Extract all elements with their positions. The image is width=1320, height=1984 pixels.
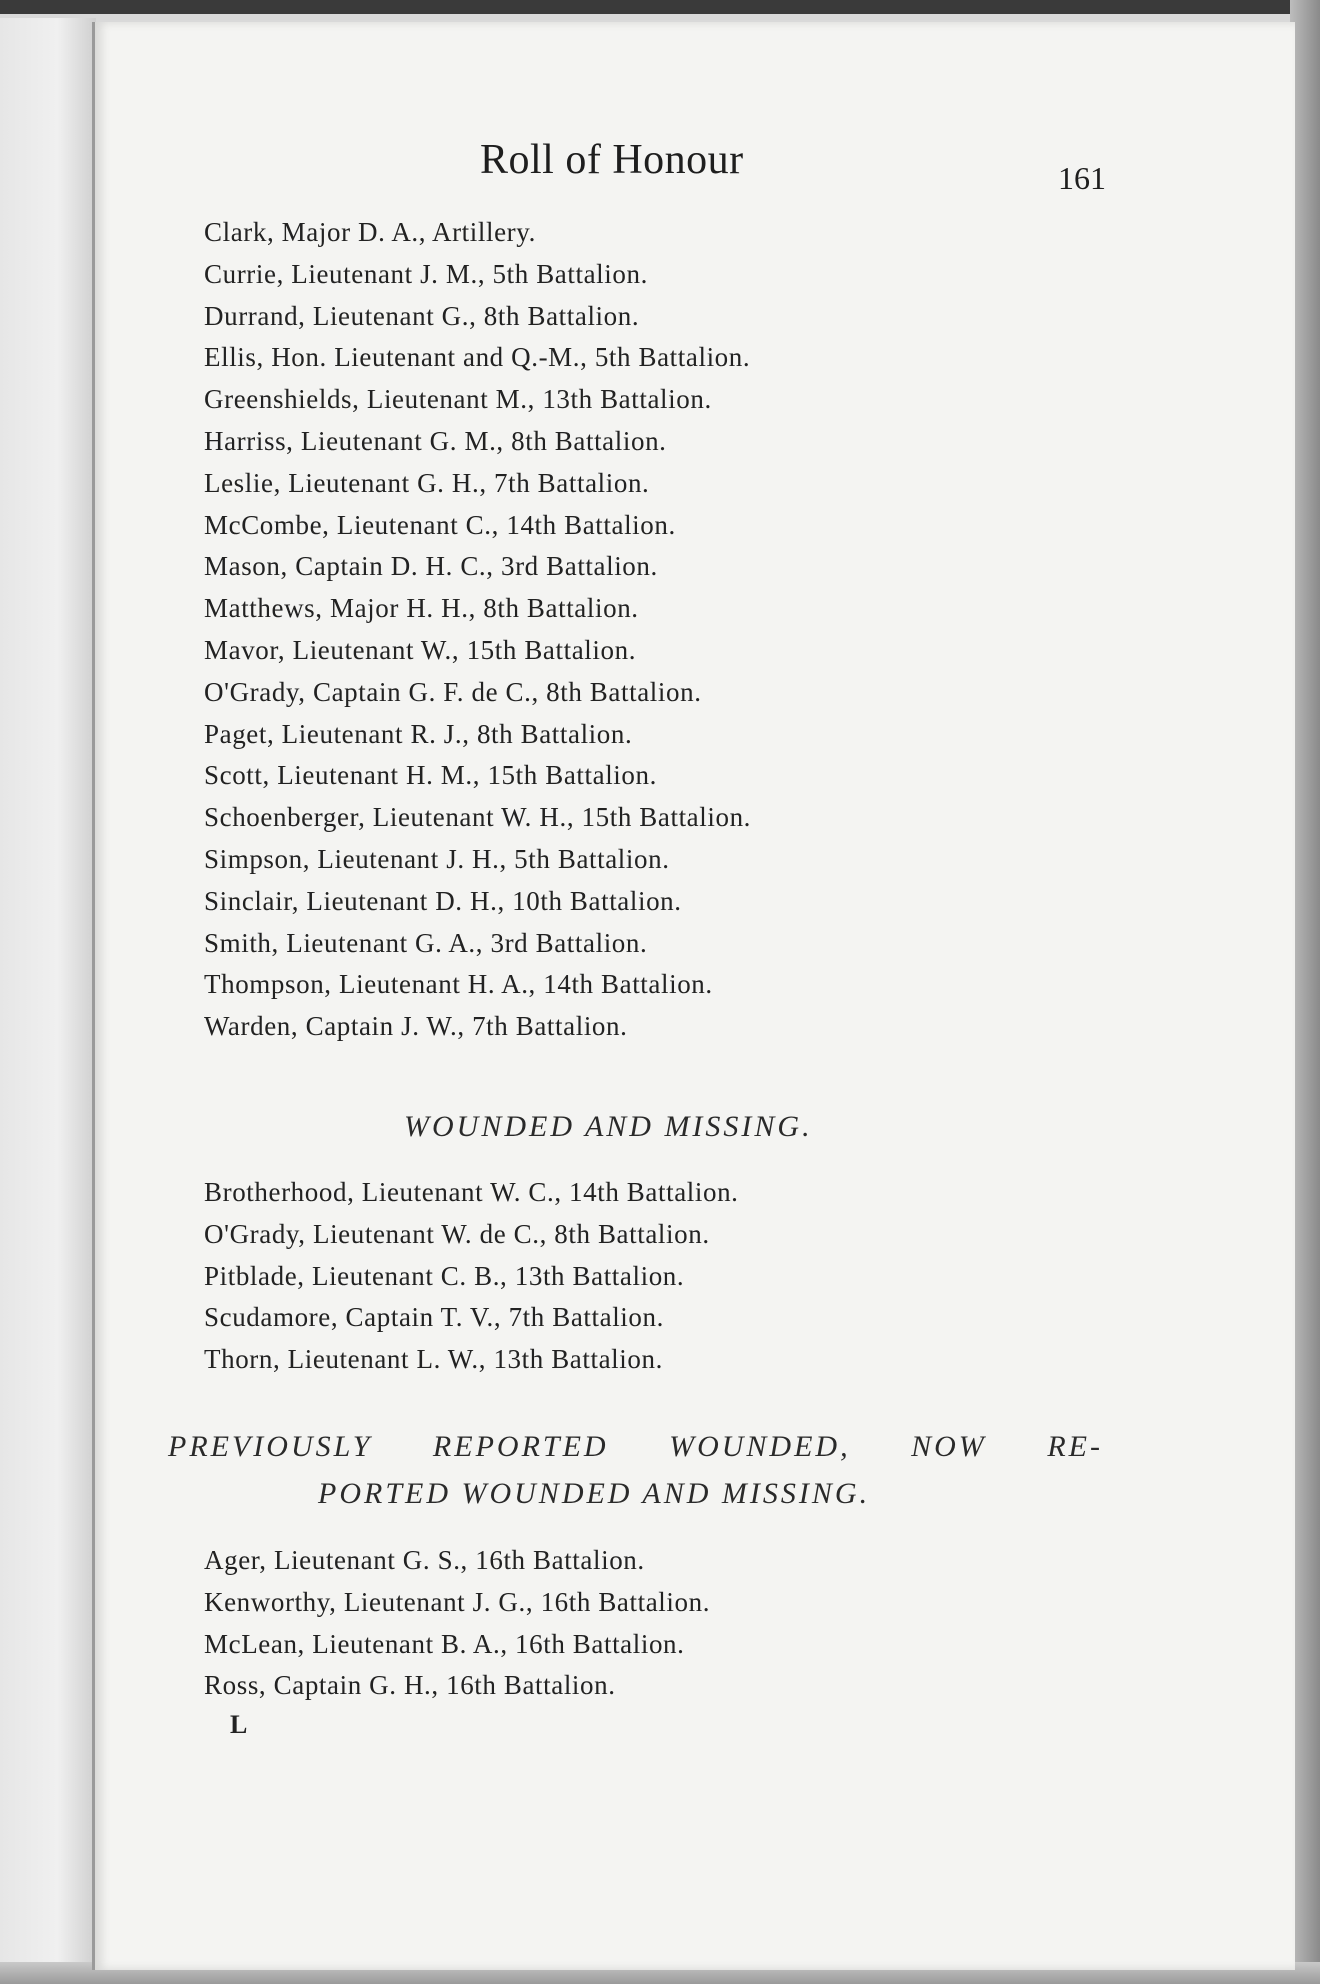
list-item: Kenworthy, Lieutenant J. G., 16th Battalion.	[204, 1586, 711, 1617]
list-item: Matthews, Major H. H., 8th Battalion.	[204, 593, 639, 624]
heading-word: RE-	[1047, 1430, 1103, 1463]
list-item: Ross, Captain G. H., 16th Battalion.	[204, 1670, 616, 1701]
facing-page-edge	[0, 18, 96, 1984]
list-item: Durrand, Lieutenant G., 8th Battalion.	[204, 300, 640, 331]
section-heading-wounded-missing: WOUNDED AND MISSING.	[404, 1110, 813, 1143]
list-item: Harriss, Lieutenant G. M., 8th Battalion.	[204, 425, 667, 456]
list-item: Brotherhood, Lieutenant W. C., 14th Battalion.	[204, 1177, 739, 1207]
list-item: Pitblade, Lieutenant C. B., 13th Battalion.	[204, 1260, 685, 1291]
list-item: Greenshields, Lieutenant M., 13th Battalion.	[204, 384, 712, 415]
page-number: 161	[1058, 160, 1106, 196]
heading-word: WOUNDED,	[669, 1430, 851, 1463]
previously-reported-list	[204, 1540, 710, 1707]
killed-list	[204, 212, 751, 1048]
page-title: Roll of Honour	[480, 137, 744, 183]
list-item: Mavor, Lieutenant W., 15th Battalion.	[204, 634, 637, 665]
heading-word: PREVIOUSLY	[168, 1430, 373, 1463]
list-item: O'Grady, Captain G. F. de C., 8th Battalion.	[204, 676, 702, 707]
list-item: Sinclair, Lieutenant D. H., 10th Battalion.	[204, 885, 682, 916]
list-item: Mason, Captain D. H. C., 3rd Battalion.	[204, 551, 658, 582]
list-item: Ager, Lieutenant G. S., 16th Battalion.	[204, 1545, 645, 1575]
section-heading-previously-reported	[168, 1430, 1103, 1464]
list-item: Ellis, Hon. Lieutenant and Q.-M., 5th Battalion.	[204, 342, 751, 373]
list-item: Currie, Lieutenant J. M., 5th Battalion.	[204, 258, 648, 289]
list-item: Schoenberger, Lieutenant W. H., 15th Battalion.	[204, 802, 752, 833]
list-item: Thorn, Lieutenant L. W., 13th Battalion.	[204, 1344, 663, 1375]
list-item: Simpson, Lieutenant J. H., 5th Battalion.	[204, 843, 670, 874]
list-item: Scott, Lieutenant H. M., 15th Battalion.	[204, 760, 657, 791]
list-item: Paget, Lieutenant R. J., 8th Battalion.	[204, 718, 633, 749]
list-item: McCombe, Lieutenant C., 14th Battalion.	[204, 509, 676, 540]
list-item: McLean, Lieutenant B. A., 16th Battalion.	[204, 1628, 685, 1659]
scan-top-border	[0, 0, 1320, 14]
list-item: Leslie, Lieutenant G. H., 7th Battalion.	[204, 467, 650, 498]
list-item: Clark, Major D. A., Artillery.	[204, 217, 536, 247]
heading-word: REPORTED	[432, 1430, 609, 1463]
wounded-missing-list	[204, 1172, 739, 1381]
section-heading-previously-reported-line2: PORTED WOUNDED AND MISSING.	[318, 1477, 871, 1510]
list-item: Thompson, Lieutenant H. A., 14th Battalion.	[204, 969, 713, 1000]
list-item: Scudamore, Captain T. V., 7th Battalion.	[204, 1302, 664, 1333]
heading-word: NOW	[911, 1430, 987, 1463]
list-item: Warden, Captain J. W., 7th Battalion.	[204, 1011, 628, 1042]
signature-mark: L	[230, 1710, 248, 1739]
list-item: O'Grady, Lieutenant W. de C., 8th Battalion.	[204, 1218, 710, 1249]
list-item: Smith, Lieutenant G. A., 3rd Battalion.	[204, 927, 648, 958]
